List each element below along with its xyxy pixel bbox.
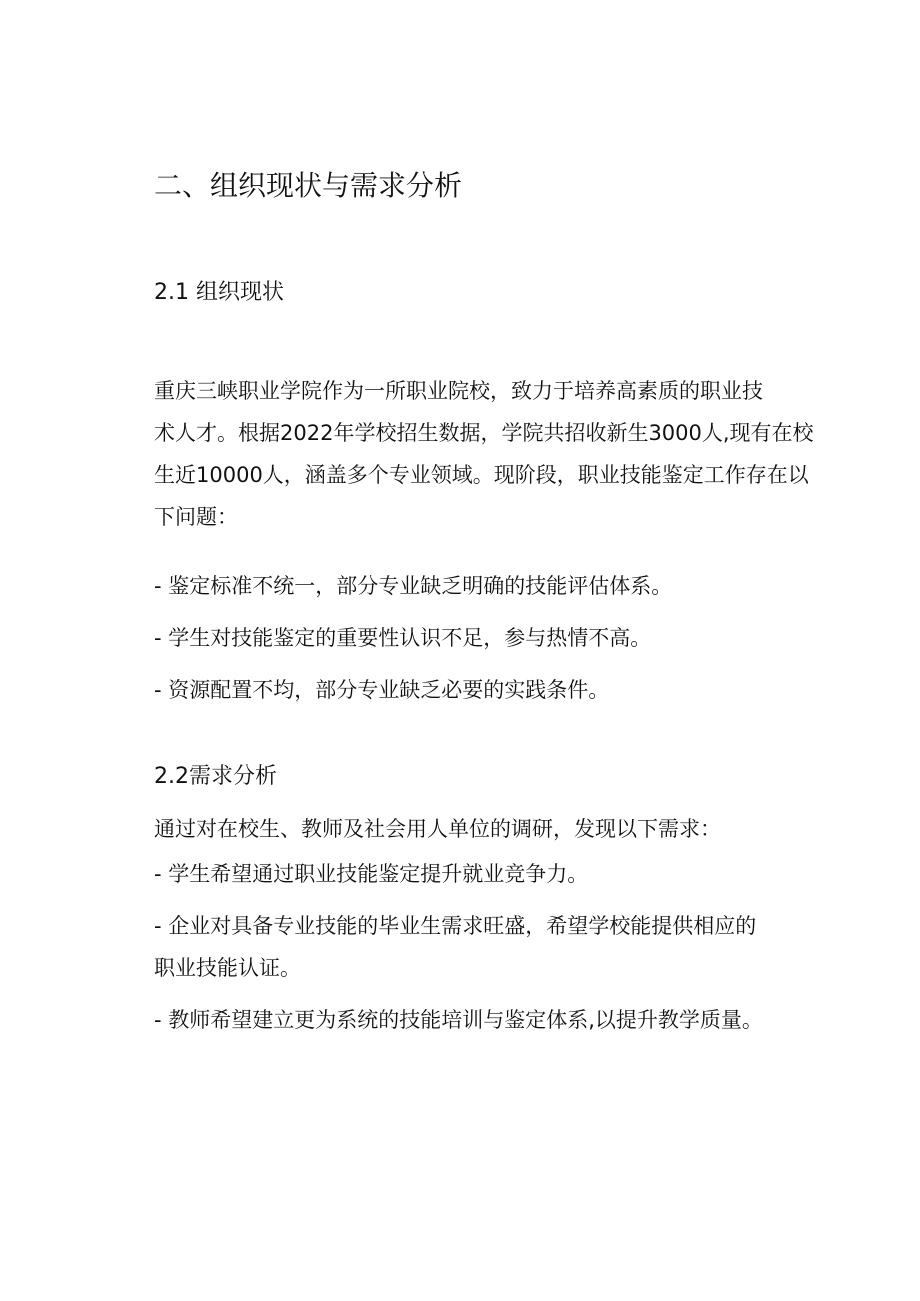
subsection-heading-status: 2.1 组织现状 bbox=[154, 280, 284, 305]
needs-lead-paragraph: 通过对在校生、教师及社会用人单位的调研，发现以下需求： bbox=[154, 817, 721, 841]
list-item-text: - 企业对具备专业技能的毕业生需求旺盛，希望学校能提供相应的 bbox=[154, 914, 757, 938]
list-item: - 鉴定标准不统一，部分专业缺乏明确的技能评估体系。 bbox=[154, 574, 673, 598]
list-item-text: - 教师希望建立更为系统的技能培训与鉴定体系,以提升教学质量。 bbox=[154, 1008, 763, 1032]
list-item bbox=[154, 999, 834, 1041]
list-item-text: 职业技能认证。 bbox=[154, 956, 301, 980]
section-title: 二、组织现状与需求分析 bbox=[154, 169, 463, 202]
list-item-text: - 学生希望通过职业技能鉴定提升就业竞争力。 bbox=[154, 862, 589, 886]
subsection-heading-needs: 2.2需求分析 bbox=[154, 764, 277, 789]
intro-line: 生近10000人，涵盖多个专业领域。现阶段，职业技能鉴定工作存在以 bbox=[154, 463, 809, 487]
intro-line: 重庆三峡职业学院作为一所职业院校，致力于培养高素质的职业技 bbox=[154, 379, 763, 403]
status-intro-paragraph bbox=[154, 370, 822, 538]
list-item bbox=[154, 853, 834, 895]
list-item: - 学生对技能鉴定的重要性认识不足，参与热情不高。 bbox=[154, 626, 652, 650]
issues-list bbox=[154, 565, 834, 721]
list-item: - 资源配置不均，部分专业缺乏必要的实践条件。 bbox=[154, 678, 610, 702]
needs-list bbox=[154, 853, 834, 1051]
intro-line: 下问题： bbox=[154, 505, 238, 529]
list-item bbox=[154, 905, 834, 989]
intro-line: 术人才。根据2022年学校招生数据，学院共招收新生3000人,现有在校 bbox=[154, 421, 814, 445]
